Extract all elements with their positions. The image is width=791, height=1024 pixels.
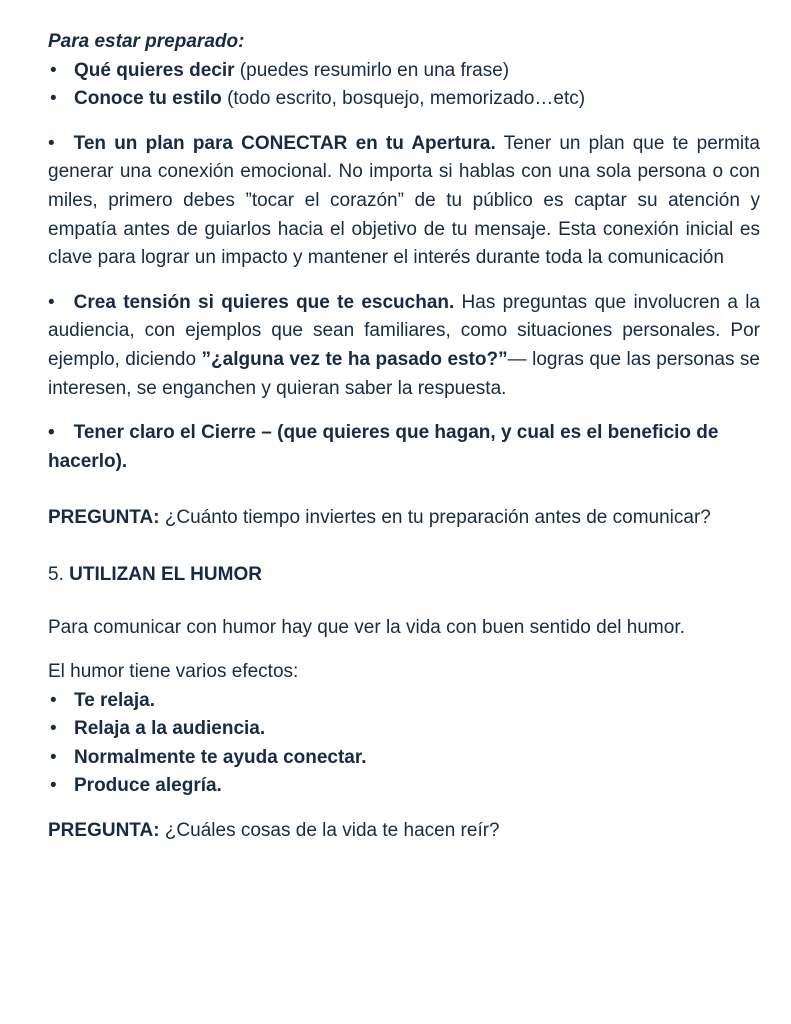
question-label: PREGUNTA: bbox=[48, 507, 160, 529]
question-text: ¿Cuánto tiempo inviertes en tu preparación antes de comunicar? bbox=[159, 507, 711, 529]
tension-bold: Crea tensión si quieres que te escuchan. bbox=[73, 291, 455, 313]
effect-item bbox=[48, 687, 760, 716]
close-paragraph bbox=[48, 419, 760, 476]
section-number: 5. bbox=[48, 563, 64, 585]
document-page bbox=[48, 28, 760, 846]
prep-item-text: (puedes resumirlo en una frase) bbox=[234, 59, 510, 81]
bullet-icon: • bbox=[50, 689, 57, 711]
bullet-icon: • bbox=[50, 59, 57, 81]
section-heading bbox=[48, 561, 760, 590]
effect-item bbox=[48, 715, 760, 744]
bullet-icon: • bbox=[48, 291, 55, 313]
section-title: UTILIZAN EL HUMOR bbox=[69, 563, 262, 585]
question-2 bbox=[48, 817, 760, 846]
effect-item-text: Produce alegría. bbox=[74, 775, 222, 797]
prep-item bbox=[48, 57, 760, 86]
bullet-icon: • bbox=[50, 746, 57, 768]
tension-quote: ”¿alguna vez te ha pasado esto?” bbox=[201, 348, 508, 370]
effect-item-text: Relaja a la audiencia. bbox=[74, 718, 266, 740]
prep-item bbox=[48, 85, 760, 114]
tension-text-end: — logras que las personas se interesen, se enganchen y quieran saber la respuesta. bbox=[48, 348, 760, 399]
connect-bold: Ten un plan para CONECTAR en tu Apertura. bbox=[73, 132, 496, 154]
effect-item-text: Normalmente te ayuda conectar. bbox=[74, 746, 367, 768]
connect-text: Tener un plan que te permita generar una conexión emocional. No importa si hablas con una sola persona o con miles, primero debes ”tocar el corazón” de tu público es captar su atención y empatía antes de guiarlos hacia el objetivo de tu mensaje. Esta conexión inicial es clave para lograr un impacto y mantener el interés durante toda la comunicación bbox=[48, 132, 760, 269]
bullet-icon: • bbox=[50, 718, 57, 740]
close-text: Tener claro el Cierre – (que quieres que hagan, y cual es el beneficio de hacerlo). bbox=[48, 422, 719, 472]
prep-item-bold: Conoce tu estilo bbox=[74, 88, 222, 110]
question-1 bbox=[48, 504, 760, 533]
bullet-icon: • bbox=[48, 132, 55, 154]
humor-intro: Para comunicar con humor hay que ver la vida con buen sentido del humor. bbox=[48, 616, 685, 638]
tension-text: Has preguntas que involucren a la audiencia, con ejemplos que sean familiares, como situaciones personales. Por ejemplo, diciendo bbox=[48, 291, 760, 370]
effect-item-text: Te relaja. bbox=[74, 689, 155, 711]
effect-item bbox=[48, 772, 760, 801]
question-label: PREGUNTA: bbox=[48, 820, 160, 842]
bullet-icon: • bbox=[50, 775, 57, 797]
bullet-icon: • bbox=[48, 422, 55, 444]
prep-item-bold: Qué quieres decir bbox=[74, 59, 235, 81]
prep-heading: Para estar preparado: bbox=[48, 31, 245, 52]
prep-item-text: (todo escrito, bosquejo, memorizado…etc) bbox=[221, 88, 586, 110]
tension-paragraph bbox=[48, 289, 760, 403]
effects-lead: El humor tiene varios efectos: bbox=[48, 661, 299, 683]
connect-paragraph bbox=[48, 130, 760, 273]
effect-item bbox=[48, 744, 760, 773]
question-text: ¿Cuáles cosas de la vida te hacen reír? bbox=[159, 820, 500, 842]
bullet-icon: • bbox=[50, 88, 57, 110]
